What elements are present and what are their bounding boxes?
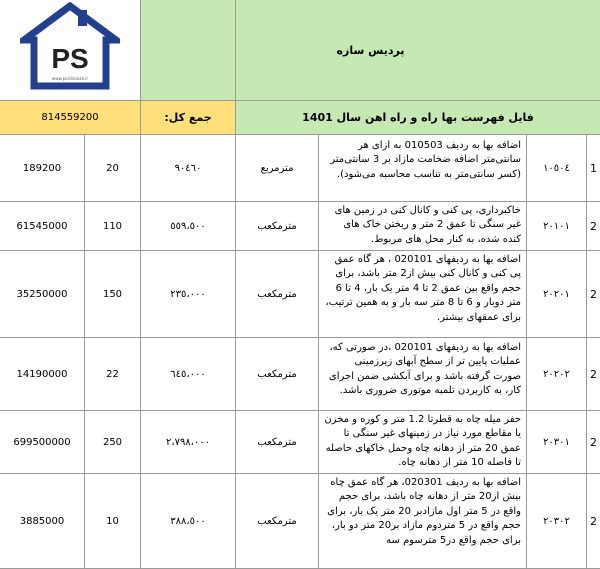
row-quantity: 10	[106, 515, 119, 527]
row-quantity-cell	[85, 338, 140, 410]
row-number: 2	[590, 287, 597, 301]
row-unit-cell	[236, 411, 318, 473]
row-total: 61545000	[16, 220, 68, 232]
row-unit: مترمکعب	[257, 220, 297, 232]
row-number-cell	[587, 251, 600, 337]
row-unit: مترمربع	[260, 162, 294, 174]
grid-line	[0, 100, 600, 101]
row-quantity: 150	[102, 288, 123, 300]
row-total-cell	[0, 338, 84, 410]
row-unit-cell	[236, 338, 318, 410]
row-number: 2	[590, 514, 597, 528]
row-number: 2	[590, 435, 597, 449]
row-unit: مترمکعب	[257, 436, 297, 448]
row-number: 1	[590, 161, 597, 175]
row-quantity-cell	[85, 251, 140, 337]
row-total-cell	[0, 135, 84, 201]
row-unit-price: ٢٣٥،٠٠٠	[170, 288, 206, 300]
row-unit: مترمکعب	[257, 515, 297, 527]
row-total: 3885000	[19, 515, 65, 527]
row-description: خاکبرداری، پی کنی و کانال کنی در زمین های غیر سنگی تا عمق 2 متر و ریختن خاک های کنده شده، به کنار محل های مربوط.	[334, 205, 521, 245]
row-code: ٢٠٢٠١	[543, 288, 570, 300]
total-value-cell	[0, 101, 140, 134]
row-unit: مترمکعب	[257, 368, 297, 380]
row-total-cell	[0, 251, 84, 337]
row-code-cell	[527, 135, 586, 201]
row-unit-price-cell	[141, 338, 235, 410]
company-logo	[20, 2, 120, 92]
row-unit-price: ٢،٧٩٨،٠٠٠	[165, 436, 211, 448]
row-unit-cell	[236, 251, 318, 337]
row-quantity-cell	[85, 474, 140, 568]
row-unit-price: ٦٤٥،٠٠٠	[170, 368, 206, 380]
row-unit-price-cell	[141, 135, 235, 201]
row-unit: مترمکعب	[257, 288, 297, 300]
row-quantity: 20	[106, 162, 119, 174]
row-description: اضافه بها به ردیف 010503 به ازای هر سانتی‌متر اضافه ضخامت مازاد بر 3 سانتی‌متر (کسر سانتی‌متر به تناسب محاسبه می‌شود).	[330, 140, 521, 180]
row-total-cell	[0, 411, 84, 473]
row-description: اضافه بها به ردیف 020301، هر گاه عمق چاه بیش از20 متر از دهانه چاه باشد، برای حجم واقع در 5 متر اول مازادبر 20 متر یک بار، برای حجم واقع در 5 متردوم مازاد بر20 متر دو بار، برای حجم واقع در5 مترسوم سه	[327, 477, 521, 546]
row-quantity-cell	[85, 202, 140, 250]
row-number: 2	[590, 367, 597, 381]
row-total: 699500000	[13, 436, 71, 448]
row-unit-price-cell	[141, 251, 235, 337]
total-label-cell	[141, 101, 235, 134]
row-quantity-cell	[85, 135, 140, 201]
row-quantity: 22	[106, 368, 119, 380]
row-description: حفر میله چاه به قطرتا 1.2 متر و کوره و مخزن یا مقاطع مورد نیاز در زمینهای غیر سنگی تا عمق 20 متر از دهانه چاه وحمل خاکهای حاصله تا فاصله 10 متر از دهانه چاه.	[324, 414, 521, 469]
company-name: پردیس سازه	[336, 43, 405, 57]
row-total: 14190000	[16, 368, 68, 380]
row-unit-cell	[236, 474, 318, 568]
row-number-cell	[587, 202, 600, 250]
row-unit-price-cell	[141, 411, 235, 473]
file-title-cell	[236, 101, 600, 134]
file-title: فایل فهرست بها راه و راه اهن سال 1401	[302, 111, 534, 124]
row-code: ٢٠٣٠٢	[543, 515, 570, 527]
row-number-cell	[587, 411, 600, 473]
row-total-cell	[0, 474, 84, 568]
row-quantity-cell	[85, 411, 140, 473]
logo-text: PS	[51, 43, 89, 74]
row-total: 35250000	[16, 288, 68, 300]
row-code-cell	[527, 338, 586, 410]
row-code-cell	[527, 251, 586, 337]
total-label: جمع کل:	[164, 111, 212, 124]
row-description: اضافه بها به ردیفهای 020101 ،در صورتی که، عملیات پایین تر از سطح آبهای زیرزمینی صورت گرفته باشد و برای آبکشی ضمن اجرای کار، به کاربردن تلمبه موتوری ضروری باشد.	[328, 342, 521, 397]
row-unit-cell	[236, 202, 318, 250]
house-logo-icon	[20, 2, 120, 92]
row-number-cell	[587, 338, 600, 410]
row-unit-price: ٣٨٨،٥٠٠	[170, 515, 206, 527]
row-unit-price: ٩٠٤٦٠	[174, 162, 202, 174]
row-total: 189200	[22, 162, 62, 174]
row-unit-cell	[236, 135, 318, 201]
row-description: اضافه بها به ردیفهای 020101 ، هر گاه عمق پی کنی و کانال کنی بیش از2 متر باشد، برای حجم واقع بین عمق 2 تا 4 متر یک بار، 4 تا 6 متر دوبار و 6 تا 8 متر سه بار و به همین ترتیب، برای عمقهای بیشتر.	[325, 254, 521, 323]
row-number: 2	[590, 219, 597, 233]
logo-subtitle: www.pardissaze.ir	[51, 76, 89, 81]
row-code: ٢٠٢٠٢	[543, 368, 570, 380]
row-unit-price-cell	[141, 202, 235, 250]
row-code: ٢٠٣٠١	[543, 436, 570, 448]
row-code: ٢٠١٠١	[543, 220, 570, 232]
row-unit-price: ٥٥٩،٥٠٠	[170, 220, 206, 232]
row-code: ١٠٥٠٤	[543, 162, 570, 174]
row-quantity: 110	[102, 220, 123, 232]
row-quantity: 250	[102, 436, 123, 448]
row-code-cell	[527, 474, 586, 568]
row-number-cell	[587, 474, 600, 568]
row-unit-price-cell	[141, 474, 235, 568]
row-number-cell	[587, 135, 600, 201]
row-code-cell	[527, 202, 586, 250]
total-value: 814559200	[41, 112, 99, 123]
company-name-cell	[141, 0, 600, 100]
row-code-cell	[527, 411, 586, 473]
row-total-cell	[0, 202, 84, 250]
